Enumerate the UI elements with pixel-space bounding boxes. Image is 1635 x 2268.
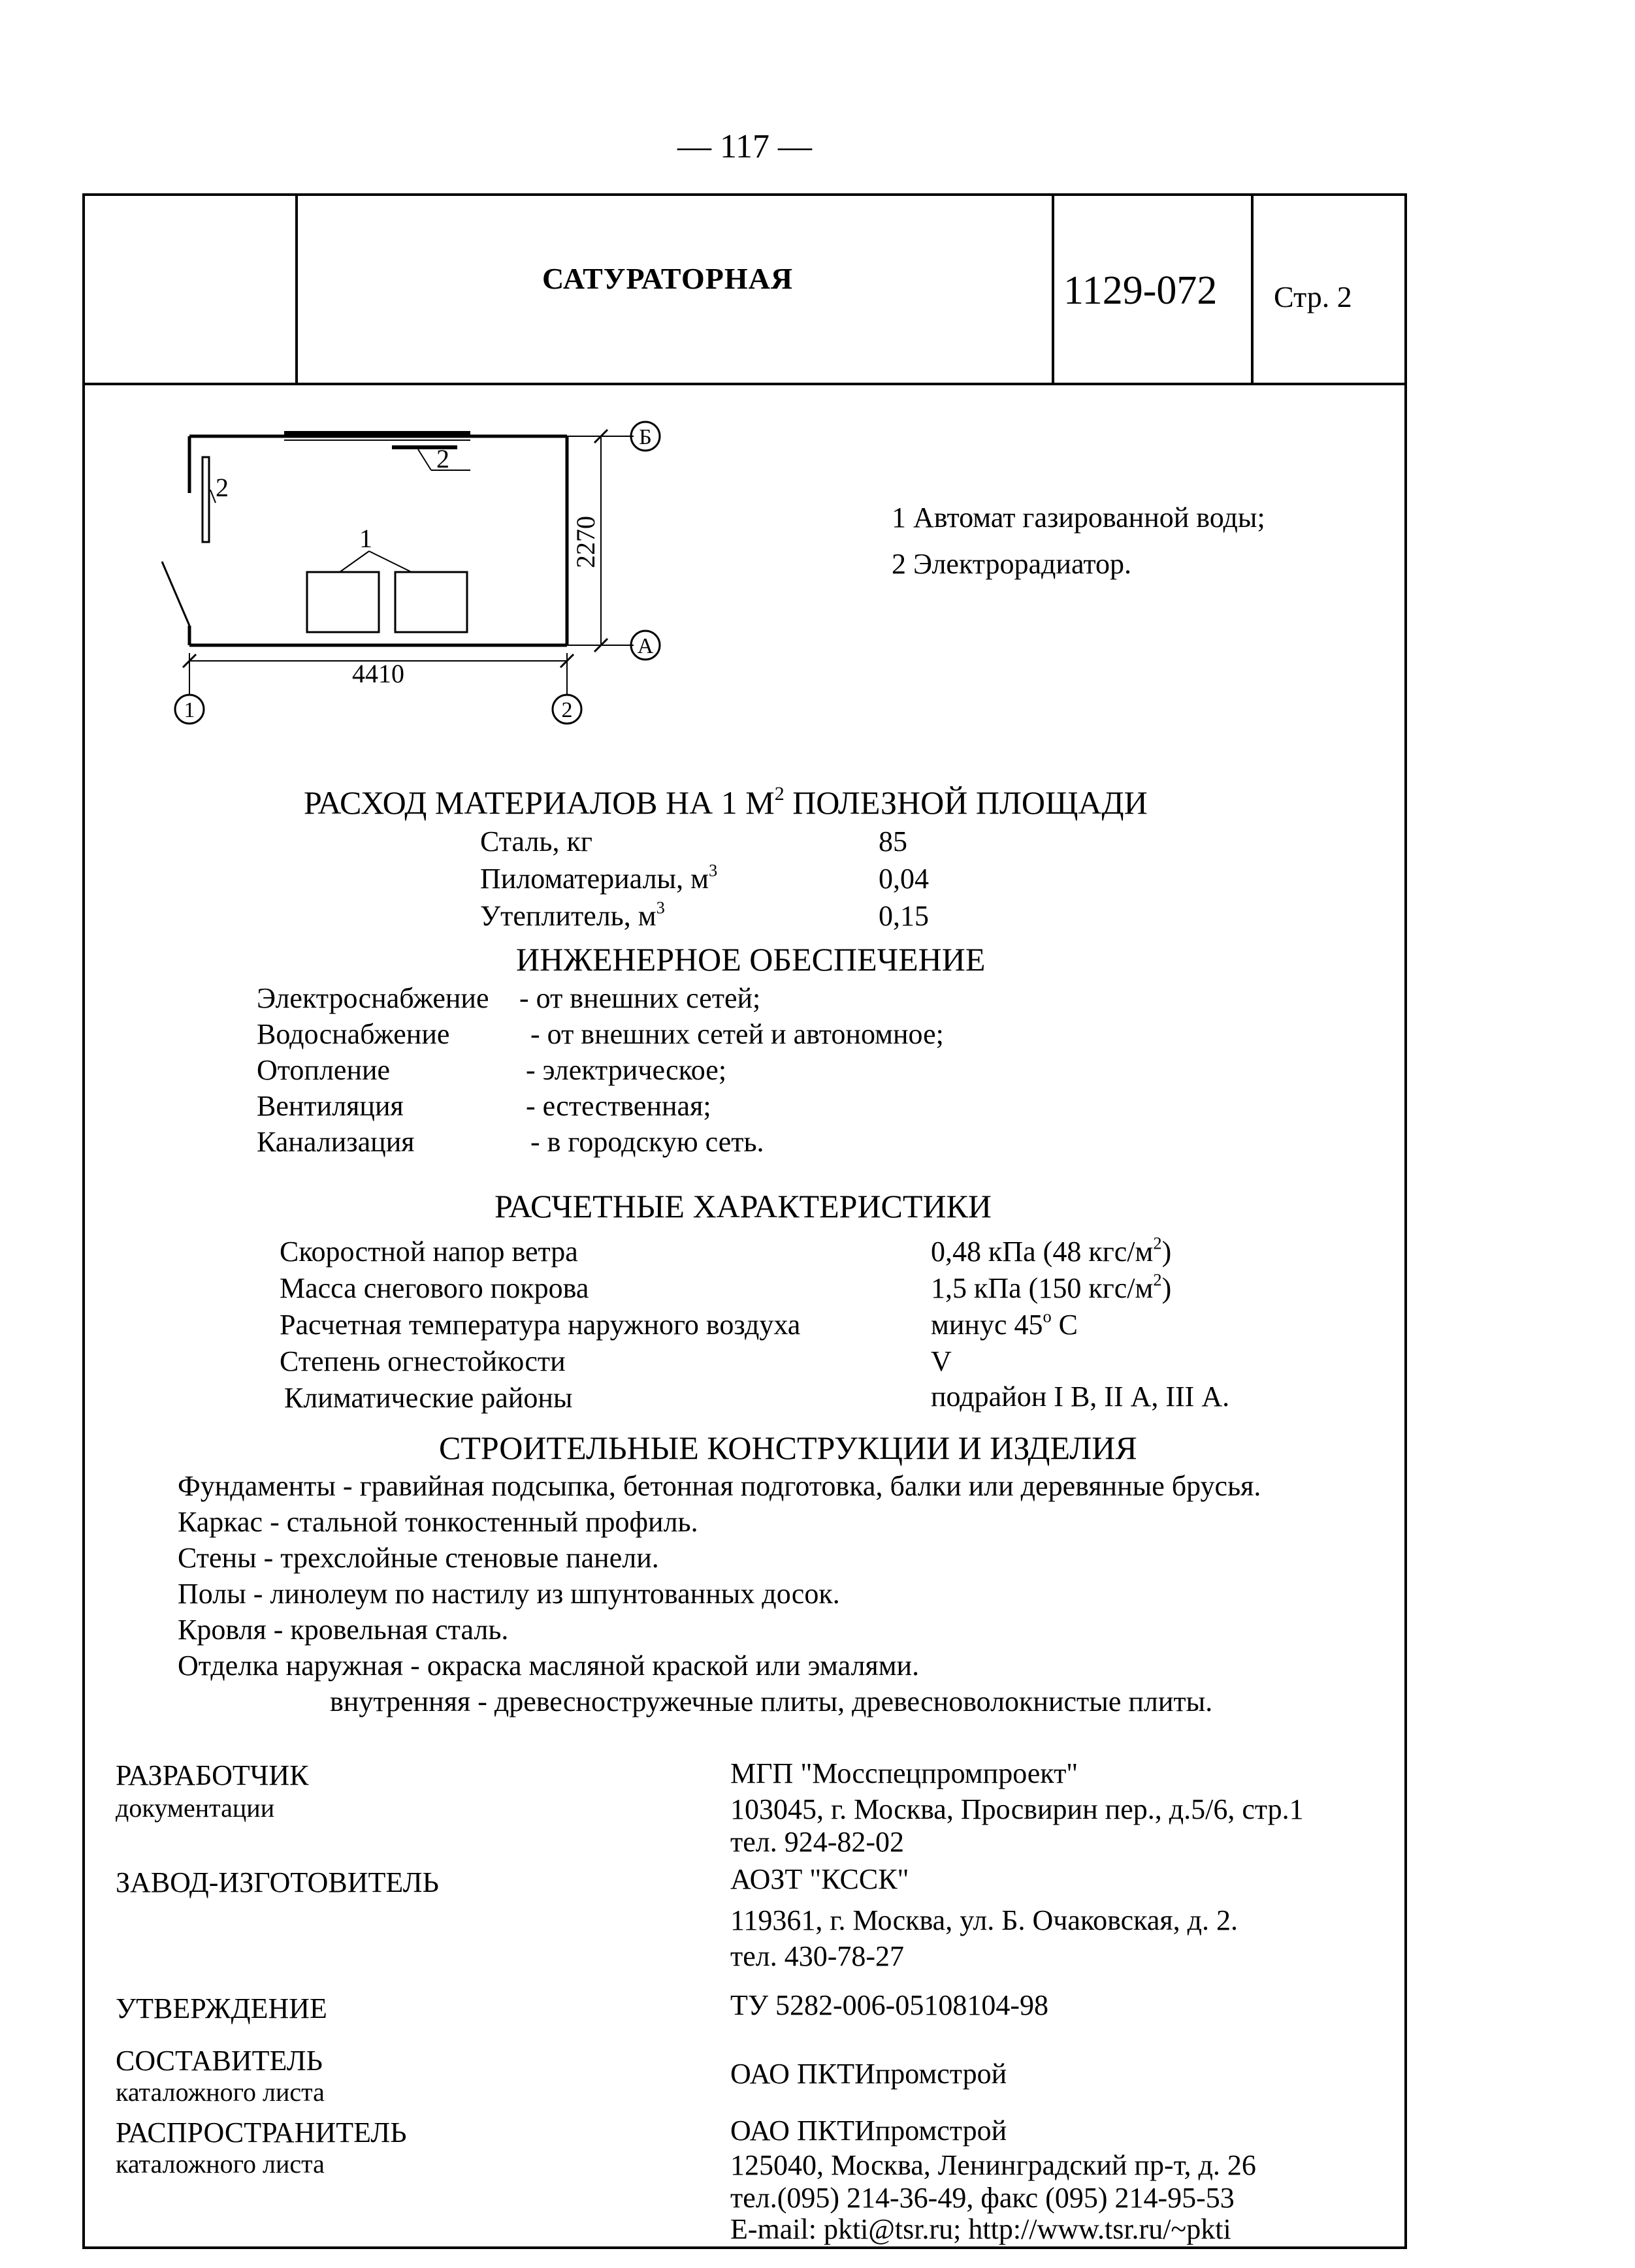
vending-machine-1 [307,572,379,632]
construction-line: Отделка наружная - окраска масляной краской или эмалями. [178,1650,920,1682]
callout-vending: 1 [359,524,372,553]
floor-plan [131,405,705,771]
callout-heater-top: 2 [436,444,449,473]
construction-line: Кровля - кровельная сталь. [178,1614,509,1646]
design-heading: РАСЧЕТНЫЕ ХАРАКТЕРИСТИКИ [494,1188,992,1224]
axis-1-label: 1 [184,698,195,722]
developer-label: РАЗРАБОТЧИК [116,1759,309,1791]
callout-heater-left: 2 [216,473,229,502]
design-label: Масса снегового покрова [280,1272,589,1304]
sheet-number: Стр. 2 [1274,280,1352,313]
door-leaf [162,562,189,626]
design-value: подрайон I В, II А, III А. [931,1381,1230,1413]
engineering-value: - естественная; [526,1090,711,1122]
developer-line: МГП "Мосспецпромпроект" [730,1757,1078,1789]
dim-width-label: 4410 [352,659,404,688]
distributor-line: E-mail: pkti@tsr.ru; http://www.tsr.ru/~pkti [730,2213,1231,2245]
material-value: 85 [879,825,907,857]
design-value: минус 45$^o$ С [931,1306,1078,1341]
approval-value: ТУ 5282-006-05108104-98 [730,1989,1048,2021]
developer-sublabel: документации [116,1793,275,1823]
construction-line: Стены - трехслойные стеновые панели. [178,1542,659,1574]
construction-heading: СТРОИТЕЛЬНЫЕ КОНСТРУКЦИИ И ИЗДЕЛИЯ [439,1429,1137,1466]
header-col-divider-1 [295,193,298,384]
header-divider [82,383,1407,385]
vending-machine-2 [395,572,467,632]
catalog-code: 1129-072 [1063,268,1218,313]
engineering-value: - от внешних сетей; [519,982,761,1014]
design-label: Скоростной напор ветра [280,1236,578,1268]
engineering-value: - в городскую сеть. [530,1126,764,1158]
engineering-label: Отопление [257,1054,391,1086]
distributor-sublabel: каталожного листа [116,2149,325,2179]
engineering-label: Электроснабжение [257,982,489,1014]
header-col-divider-3 [1251,193,1254,384]
distributor-label: РАСПРОСТРАНИТЕЛЬ [116,2116,407,2148]
header-col-divider-2 [1052,193,1054,384]
axis-b-label: Б [639,425,652,449]
material-label: Сталь, кг [480,825,592,857]
design-value: V [931,1345,952,1377]
maker-line: тел. 430-78-27 [730,1940,905,1972]
design-value: 1,5 кПа (150 кгс/$м^2$) [931,1270,1172,1304]
construction-line: Фундаменты - гравийная подсыпка, бетонная подготовка, балки или деревянные брусья. [178,1470,1261,1502]
material-value: 0,04 [879,863,929,895]
distributor-line: тел.(095) 214-36-49, факс (095) 214-95-53 [730,2182,1235,2214]
engineering-label: Канализация [257,1126,415,1158]
axis-2-label: 2 [561,698,573,722]
legend-item-1: 1 Автомат газированной воды; [892,502,1265,534]
distributor-line: ОАО ПКТИпромстрой [730,2115,1007,2147]
compiler-label: СОСТАВИТЕЛЬ [116,2045,323,2077]
developer-line: 103045, г. Москва, Просвирин пер., д.5/6, стр.1 [730,1793,1304,1825]
material-value: 0,15 [879,900,929,932]
distributor-line: 125040, Москва, Ленинградский пр-т, д. 26 [730,2149,1256,2181]
material-label: Утеплитель, $м^3$ [480,897,665,932]
engineering-heading: ИНЖЕНЕРНОЕ ОБЕСПЕЧЕНИЕ [516,941,986,978]
document-title: САТУРАТОРНАЯ [542,262,794,295]
compiler-value: ОАО ПКТИпромстрой [730,2058,1007,2090]
engineering-value: - электрическое; [526,1054,727,1086]
maker-line: 119361, г. Москва, ул. Б. Очаковская, д. 2. [730,1904,1238,1936]
engineering-label: Водоснабжение [257,1018,450,1050]
maker-line: АОЗТ "КССК" [730,1863,909,1895]
materials-heading: РАСХОД МАТЕРИАЛОВ НА 1 $М^2$ ПОЛЕЗНОЙ ПЛОЩАДИ [304,783,1148,821]
engineering-value: - от внешних сетей и автономное; [530,1018,944,1050]
heater-left [202,457,209,542]
design-label: Климатические районы [284,1382,573,1414]
design-value: 0,48 кПа (48 кгс/$м^2$) [931,1233,1172,1268]
construction-line: Полы - линолеум по настилу из шпунтованных досок. [178,1578,840,1610]
dim-depth-label: 2270 [571,516,600,568]
axis-a-label: А [637,634,654,658]
design-label: Степень огнестойкости [280,1345,566,1377]
approval-label: УТВЕРЖДЕНИЕ [116,1992,327,2024]
construction-line: Каркас - стальной тонкостенный профиль. [178,1506,698,1538]
page-number: — 117 — [677,128,813,165]
compiler-sublabel: каталожного листа [116,2077,325,2107]
legend-item-2: 2 Электрорадиатор. [892,548,1132,580]
construction-line: внутренняя - древесностружечные плиты, древесноволокнистые плиты. [330,1685,1213,1717]
design-label: Расчетная температура наружного воздуха [280,1309,801,1341]
material-label: Пиломатериалы, $м^3$ [480,860,718,895]
maker-label: ЗАВОД-ИЗГОТОВИТЕЛЬ [116,1866,439,1898]
developer-line: тел. 924-82-02 [730,1826,905,1858]
engineering-label: Вентиляция [257,1090,404,1122]
